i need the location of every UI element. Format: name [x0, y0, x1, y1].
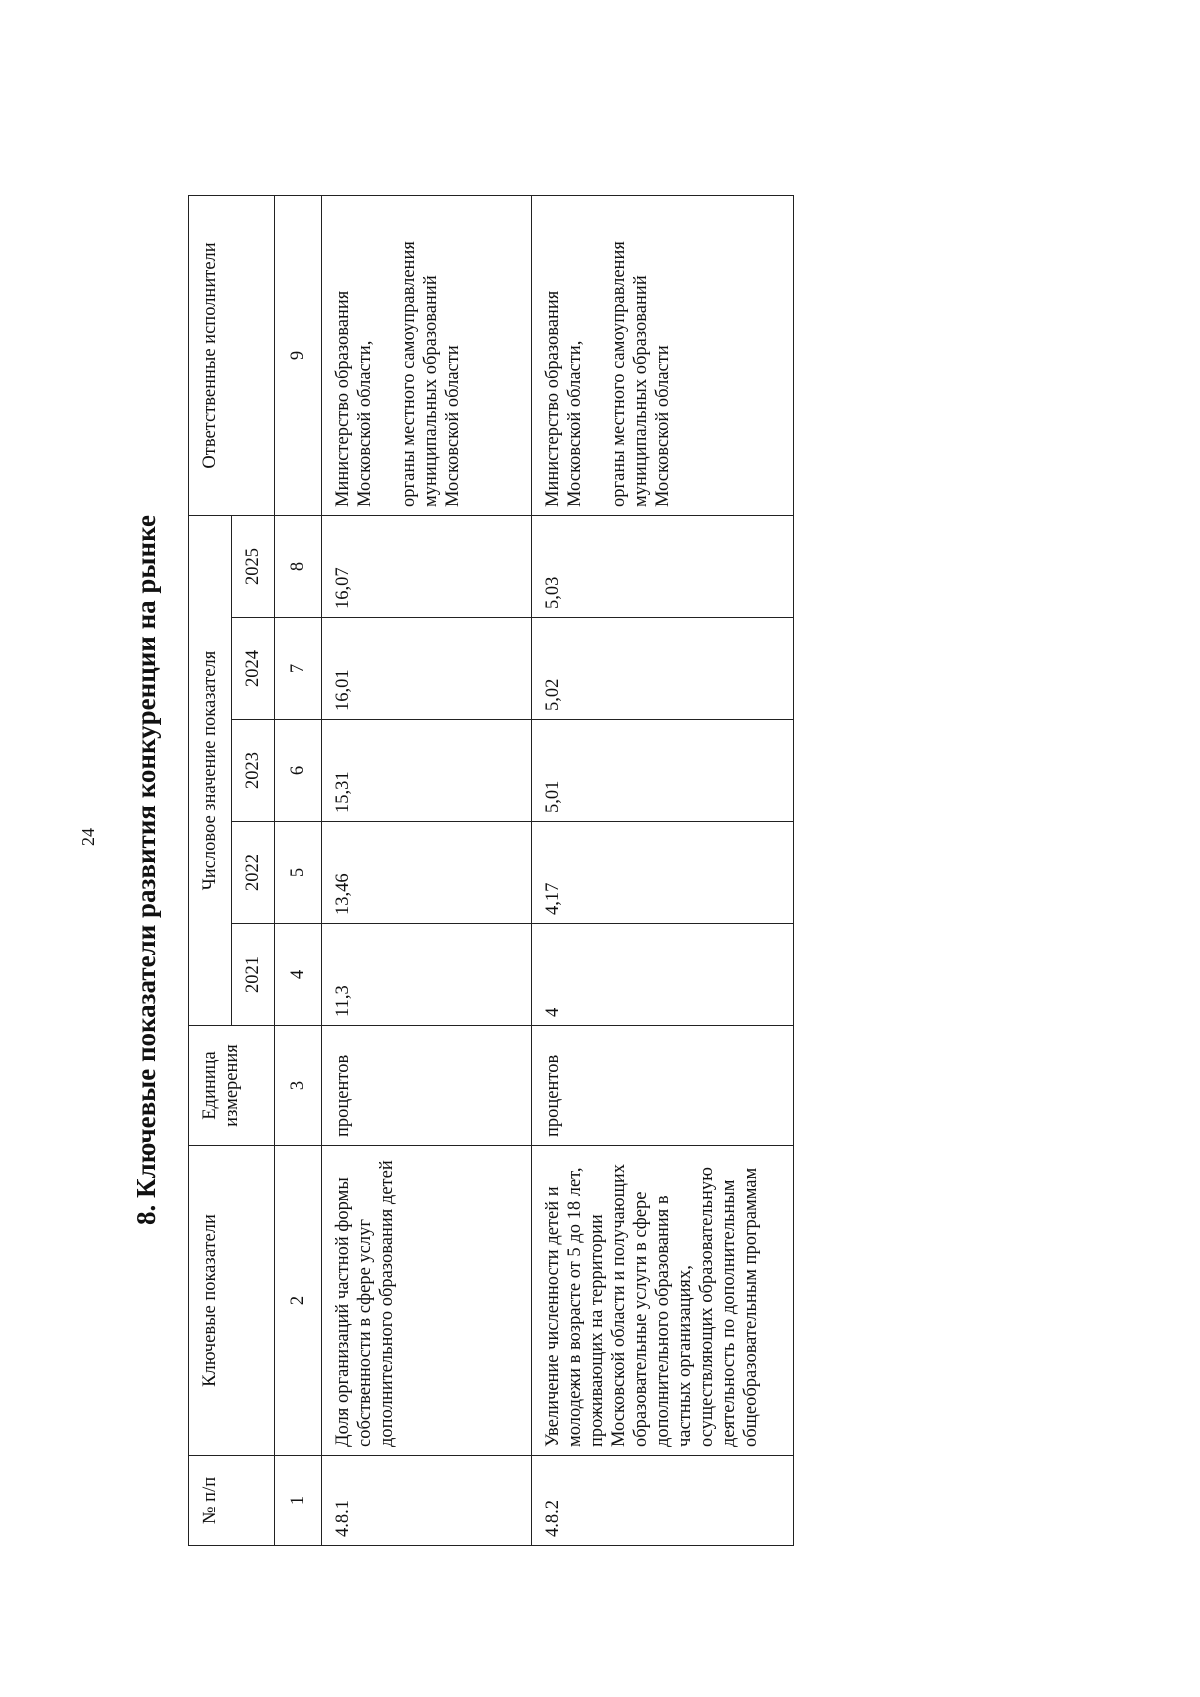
header-row [189, 195, 232, 1545]
column-number: 8 [275, 515, 322, 617]
header-indicator: Ключевые показатели [189, 1146, 275, 1456]
row-value: 4,17 [532, 822, 794, 924]
column-number: 3 [275, 1026, 322, 1146]
row-unit: процентов [532, 1026, 794, 1146]
header-year: 2021 [232, 924, 275, 1026]
row-responsible [322, 195, 532, 515]
row-num: 4.8.1 [322, 1456, 532, 1546]
header-year: 2022 [232, 822, 275, 924]
row-value: 11,3 [322, 924, 532, 1026]
column-number: 1 [275, 1456, 322, 1546]
header-year: 2023 [232, 720, 275, 822]
responsible-ministry: Министерство образования Московской области, [333, 290, 375, 507]
column-number: 5 [275, 822, 322, 924]
row-value: 5,03 [532, 515, 794, 617]
header-num: № п/п [189, 1456, 275, 1546]
section-title: 8. Ключевые показатели развития конкуренции на рынке [131, 515, 161, 1225]
column-number: 7 [275, 618, 322, 720]
responsible-local-authorities: органы местного самоуправления муниципальных образований Московской области [399, 241, 463, 507]
column-number: 4 [275, 924, 322, 1026]
rotated-sheet [128, 140, 888, 1600]
column-numbers-row [275, 195, 322, 1545]
row-indicator: Доля организаций частной формы собственности в сфере услуг дополнительного образования детей [322, 1146, 532, 1456]
column-number: 6 [275, 720, 322, 822]
row-value: 16,07 [322, 515, 532, 617]
column-number: 9 [275, 195, 322, 515]
responsible-ministry: Министерство образования Московской области, [543, 290, 585, 507]
row-value: 16,01 [322, 618, 532, 720]
table-row [532, 195, 794, 1545]
responsible-local-authorities: органы местного самоуправления муниципальных образований Московской области [609, 241, 673, 507]
page-number: 24 [78, 828, 98, 846]
header-value-group: Числовое значение показателя [189, 515, 232, 1025]
header-responsible: Ответственные исполнители [189, 195, 275, 515]
row-value: 4 [532, 924, 794, 1026]
table-row [322, 195, 532, 1545]
header-unit: Единица измерения [189, 1026, 275, 1146]
row-value: 13,46 [322, 822, 532, 924]
header-year: 2024 [232, 618, 275, 720]
row-responsible [532, 195, 794, 515]
indicators-table [188, 195, 794, 1546]
row-value: 5,02 [532, 618, 794, 720]
row-unit: процентов [322, 1026, 532, 1146]
row-indicator: Увеличение численности детей и молодежи в возрасте от 5 до 18 лет, проживающих на территории Московской области и получающих образовательные услуги в сфере дополнительного образования в частных организациях, осуществляющих образовательную деятельность по дополнительным общеобразовательным программам [532, 1146, 794, 1456]
row-value: 5,01 [532, 720, 794, 822]
header-year: 2025 [232, 515, 275, 617]
column-number: 2 [275, 1146, 322, 1456]
row-value: 15,31 [322, 720, 532, 822]
row-num: 4.8.2 [532, 1456, 794, 1546]
